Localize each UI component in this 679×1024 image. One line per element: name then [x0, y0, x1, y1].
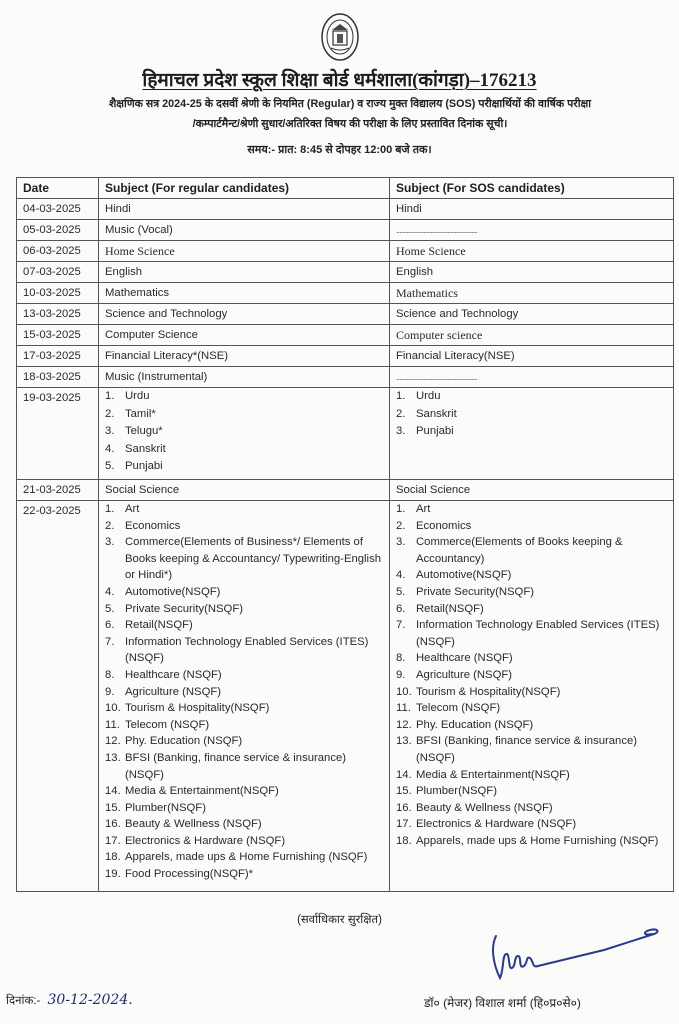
list-item: [105, 700, 383, 717]
date-cell: 05-03-2025: [17, 220, 99, 241]
list-item-number: 18.: [396, 834, 412, 847]
list-item: [396, 534, 667, 567]
regular-subject-cell: English: [99, 262, 390, 283]
list-item-label: Plumber(NSQF): [125, 801, 206, 814]
list-item: [396, 567, 667, 584]
list-item-number: 3.: [396, 536, 406, 549]
list-item: [105, 534, 383, 584]
page-title: हिमाचल प्रदेश स्कूल शिक्षा बोर्ड धर्मशाला(कांगड़ा)–176213: [142, 70, 537, 91]
sos-subject-list: [396, 388, 667, 441]
date-cell: 18-03-2025: [17, 367, 99, 388]
list-item-number: 4.: [105, 585, 115, 598]
page-subtitle: [30, 94, 670, 134]
sos-subject-cell: Financial Literacy(NSE): [390, 346, 674, 367]
list-item-label: Private Security(NSQF): [125, 602, 244, 615]
list-item-label: Tamil*: [125, 407, 156, 420]
list-item-label: Healthcare (NSQF): [416, 652, 513, 665]
list-item-number: 4.: [396, 569, 406, 582]
list-item-number: 1.: [105, 503, 115, 515]
list-item-number: 5.: [105, 460, 115, 472]
table-header-row: [17, 178, 674, 199]
list-item-number: 18.: [105, 851, 121, 864]
date-cell: 10-03-2025: [17, 283, 99, 304]
date-cell: 06-03-2025: [17, 241, 99, 262]
list-item: [396, 617, 667, 650]
sos-subject-cell: English: [390, 262, 674, 283]
copyright-notice: (सर्वाधिकार सुरक्षित): [297, 914, 382, 926]
list-item-number: 6.: [396, 602, 406, 615]
list-item-number: 10.: [396, 685, 412, 698]
list-item: [105, 783, 383, 800]
list-item-label: Retail(NSQF): [416, 602, 484, 615]
list-item-number: 16.: [396, 801, 412, 814]
regular-subject-cell: Music (Instrumental): [99, 367, 390, 388]
list-item-label: Retail(NSQF): [125, 619, 193, 632]
list-item: [105, 750, 383, 783]
list-item-number: 9.: [105, 685, 115, 698]
list-item: [105, 634, 383, 667]
table-row: [17, 241, 674, 262]
regular-subject-cell: [99, 501, 390, 892]
list-item-label: Media & Entertainment(NSQF): [416, 768, 570, 781]
list-item-label: Telugu*: [125, 425, 163, 437]
sos-subject-cell: [390, 388, 674, 480]
list-item: [396, 700, 667, 717]
list-item-number: 2.: [396, 519, 406, 532]
date-cell: 07-03-2025: [17, 262, 99, 283]
regular-subject-cell: Social Science: [99, 480, 390, 501]
regular-subject-cell: [99, 388, 390, 480]
list-item-label: Phy. Education (NSQF): [416, 718, 534, 731]
date-value: 30-12-2024.: [47, 992, 133, 1008]
issue-date: [6, 992, 133, 1008]
list-item-label: Automotive(NSQF): [416, 569, 512, 582]
list-item-number: 11.: [396, 702, 411, 715]
list-item-label: Food Processing(NSQF)*: [125, 868, 254, 881]
list-item: [396, 717, 667, 734]
list-item-number: 7.: [105, 635, 115, 648]
table-row: [17, 388, 674, 480]
list-item-number: 15.: [105, 801, 121, 814]
date-cell: 21-03-2025: [17, 480, 99, 501]
list-item-number: 11.: [105, 718, 120, 731]
list-item: [105, 849, 383, 866]
list-item-label: Phy. Education (NSQF): [125, 735, 243, 748]
list-item: [396, 783, 667, 800]
date-cell: 22-03-2025: [17, 501, 99, 892]
list-item: [105, 733, 383, 750]
list-item: [396, 767, 667, 784]
list-item-number: 2.: [105, 519, 115, 532]
list-item-label: Tourism & Hospitality(NSQF): [125, 702, 270, 715]
date-cell: 19-03-2025: [17, 388, 99, 480]
sos-subject-cell: Hindi: [390, 199, 674, 220]
exam-schedule-table: [16, 177, 674, 892]
list-item-label: Agriculture (NSQF): [125, 685, 222, 698]
list-item: [396, 733, 667, 766]
list-item: [396, 667, 667, 684]
list-item-label: BFSI (Banking, finance service & insurance) (NSQF): [416, 735, 638, 764]
list-item-number: 4.: [105, 442, 115, 455]
list-item: [105, 816, 383, 833]
regular-subject-cell: Music (Vocal): [99, 220, 390, 241]
list-item: [396, 800, 667, 817]
list-item: [105, 866, 383, 883]
list-item-label: Telecom (NSQF): [125, 718, 210, 731]
list-item-label: Apparels, made ups & Home Furnishing (NSQF): [416, 834, 659, 847]
list-item: [396, 423, 667, 441]
list-item-label: Electronics & Hardware (NSQF): [416, 818, 577, 831]
list-item-number: 14.: [105, 785, 121, 798]
regular-subject-cell: Home Science: [99, 241, 390, 262]
regular-subject-list: [105, 501, 383, 883]
list-item-number: 8.: [105, 668, 115, 681]
list-item-label: Sanskrit: [125, 442, 166, 455]
list-item-number: 14.: [396, 768, 412, 781]
table-row: [17, 220, 674, 241]
list-item: [396, 584, 667, 601]
sos-subject-list: [396, 501, 667, 849]
column-header-sos: Subject (For SOS candidates): [390, 178, 674, 199]
list-item-label: Private Security(NSQF): [416, 585, 535, 598]
date-label: दिनांक:-: [6, 995, 41, 1007]
list-item-number: 17.: [105, 834, 121, 847]
list-item-label: Punjabi: [125, 460, 163, 472]
list-item-number: 10.: [105, 702, 121, 715]
list-item-label: Art: [416, 503, 431, 515]
date-cell: 17-03-2025: [17, 346, 99, 367]
list-item: [105, 601, 383, 618]
signatory-name: डॉ० (मेजर) विशाल शर्मा (हि०प्र०से०): [424, 996, 581, 1010]
list-item-label: Sanskrit: [416, 407, 457, 420]
list-item-label: Commerce(Elements of Books keeping & Accountancy): [416, 536, 623, 565]
list-item-number: 9.: [396, 668, 406, 681]
list-item: [396, 833, 667, 850]
list-item: [396, 406, 667, 424]
table-row: [17, 501, 674, 892]
list-item-label: Plumber(NSQF): [416, 785, 497, 798]
regular-subject-cell: Mathematics: [99, 283, 390, 304]
list-item-label: Beauty & Wellness (NSQF): [125, 818, 262, 831]
list-item-label: Media & Entertainment(NSQF): [125, 785, 279, 798]
sos-subject-cell: Home Science: [390, 241, 674, 262]
list-item: [105, 388, 383, 406]
list-item: [105, 667, 383, 684]
list-item: [105, 423, 383, 441]
list-item-number: 7.: [396, 619, 406, 632]
regular-subject-cell: Computer Science: [99, 325, 390, 346]
list-item-number: 3.: [396, 425, 406, 437]
list-item: [105, 717, 383, 734]
board-emblem-icon: [320, 12, 360, 62]
list-item-number: 2.: [396, 407, 406, 420]
list-item: [396, 816, 667, 833]
list-item-label: Urdu: [416, 390, 441, 402]
date-cell: 13-03-2025: [17, 304, 99, 325]
list-item-label: Beauty & Wellness (NSQF): [416, 801, 553, 814]
list-item: [396, 388, 667, 406]
list-item-number: 5.: [396, 585, 406, 598]
list-item: [105, 684, 383, 701]
exam-timing: समय:- प्रात: 8:45 से दोपहर 12:00 बजे तक।: [247, 144, 432, 156]
list-item: [105, 833, 383, 850]
list-item-number: 6.: [105, 619, 115, 632]
sos-subject-cell: [390, 501, 674, 892]
list-item-number: 12.: [105, 735, 121, 748]
list-item-label: Healthcare (NSQF): [125, 668, 222, 681]
list-item-label: BFSI (Banking, finance service & insurance) (NSQF): [125, 751, 347, 781]
list-item-label: Art: [125, 503, 140, 515]
list-item-number: 5.: [105, 602, 115, 615]
list-item-label: Information Technology Enabled Services (ITES)(NSQF): [125, 635, 369, 665]
list-item-label: Economics: [125, 519, 181, 532]
list-item: [396, 601, 667, 618]
list-item-number: 1.: [105, 390, 115, 402]
list-item-label: Information Technology Enabled Services (ITES)(NSQF): [416, 619, 660, 648]
sos-subject-cell: Mathematics: [390, 283, 674, 304]
table-row: [17, 304, 674, 325]
table-row: [17, 346, 674, 367]
list-item-number: 3.: [105, 425, 115, 437]
sos-subject-cell: Social Science: [390, 480, 674, 501]
list-item-number: 13.: [105, 751, 121, 764]
regular-subject-cell: Science and Technology: [99, 304, 390, 325]
list-item-number: 15.: [396, 785, 412, 798]
regular-subject-cell: Hindi: [99, 199, 390, 220]
list-item: [396, 518, 667, 535]
regular-subject-list: [105, 388, 383, 476]
list-item-label: Urdu: [125, 390, 150, 402]
list-item: [105, 518, 383, 535]
table-row: [17, 367, 674, 388]
list-item-number: 3.: [105, 536, 115, 549]
list-item-label: Telecom (NSQF): [416, 702, 501, 715]
list-item: [105, 501, 383, 518]
table-row: [17, 262, 674, 283]
list-item-number: 2.: [105, 407, 115, 420]
list-item-label: Automotive(NSQF): [125, 585, 221, 598]
list-item: [105, 800, 383, 817]
table-row: [17, 480, 674, 501]
list-item-label: Apparels, made ups & Home Furnishing (NSQF): [125, 851, 368, 864]
sos-subject-cell-empty: ......................................................: [390, 367, 674, 388]
sos-subject-cell: Computer science: [390, 325, 674, 346]
subtitle-line-2: /कम्पार्टमैन्ट/श्रेणी सुधार/अतिरिक्त विषय की परीक्षा के लिए प्रस्तावित दिनांक सूची।: [192, 118, 508, 130]
list-item: [105, 584, 383, 601]
list-item-label: Punjabi: [416, 425, 454, 437]
list-item-number: 1.: [396, 503, 406, 515]
date-cell: 04-03-2025: [17, 199, 99, 220]
table-row: [17, 283, 674, 304]
column-header-regular: Subject (For regular candidates): [99, 178, 390, 199]
list-item-number: 13.: [396, 735, 412, 748]
list-item-label: Agriculture (NSQF): [416, 668, 513, 681]
list-item: [396, 684, 667, 701]
list-item: [396, 501, 667, 518]
list-item: [105, 458, 383, 476]
list-item-label: Electronics & Hardware (NSQF): [125, 834, 286, 847]
list-item: [105, 406, 383, 424]
list-item-number: 8.: [396, 652, 406, 665]
list-item: [396, 650, 667, 667]
signature-icon: [484, 926, 664, 984]
list-item-number: 17.: [396, 818, 412, 831]
list-item-number: 1.: [396, 390, 406, 402]
table-row: [17, 199, 674, 220]
list-item: [105, 441, 383, 459]
list-item-number: 12.: [396, 718, 412, 731]
list-item-number: 19.: [105, 868, 121, 881]
regular-subject-cell: Financial Literacy*(NSE): [99, 346, 390, 367]
list-item-label: Economics: [416, 519, 472, 532]
list-item-number: 16.: [105, 818, 121, 831]
date-cell: 15-03-2025: [17, 325, 99, 346]
subtitle-line-1: शैक्षणिक सत्र 2024-25 के दसवीं श्रेणी के नियमित (Regular) व राज्य मुक्त विद्यालय (SOS) परीक्षार्थियों की वार्षिक परीक्षा: [108, 98, 592, 110]
sos-subject-cell: Science and Technology: [390, 304, 674, 325]
table-row: [17, 325, 674, 346]
sos-subject-cell-empty: ......................................................: [390, 220, 674, 241]
list-item-label: Tourism & Hospitality(NSQF): [416, 685, 561, 698]
column-header-date: Date: [17, 178, 99, 199]
list-item-label: Commerce(Elements of Business*/ Elements of Books keeping & Accountancy/ Typewriting-English or Hindi*): [125, 536, 381, 582]
list-item: [105, 617, 383, 634]
